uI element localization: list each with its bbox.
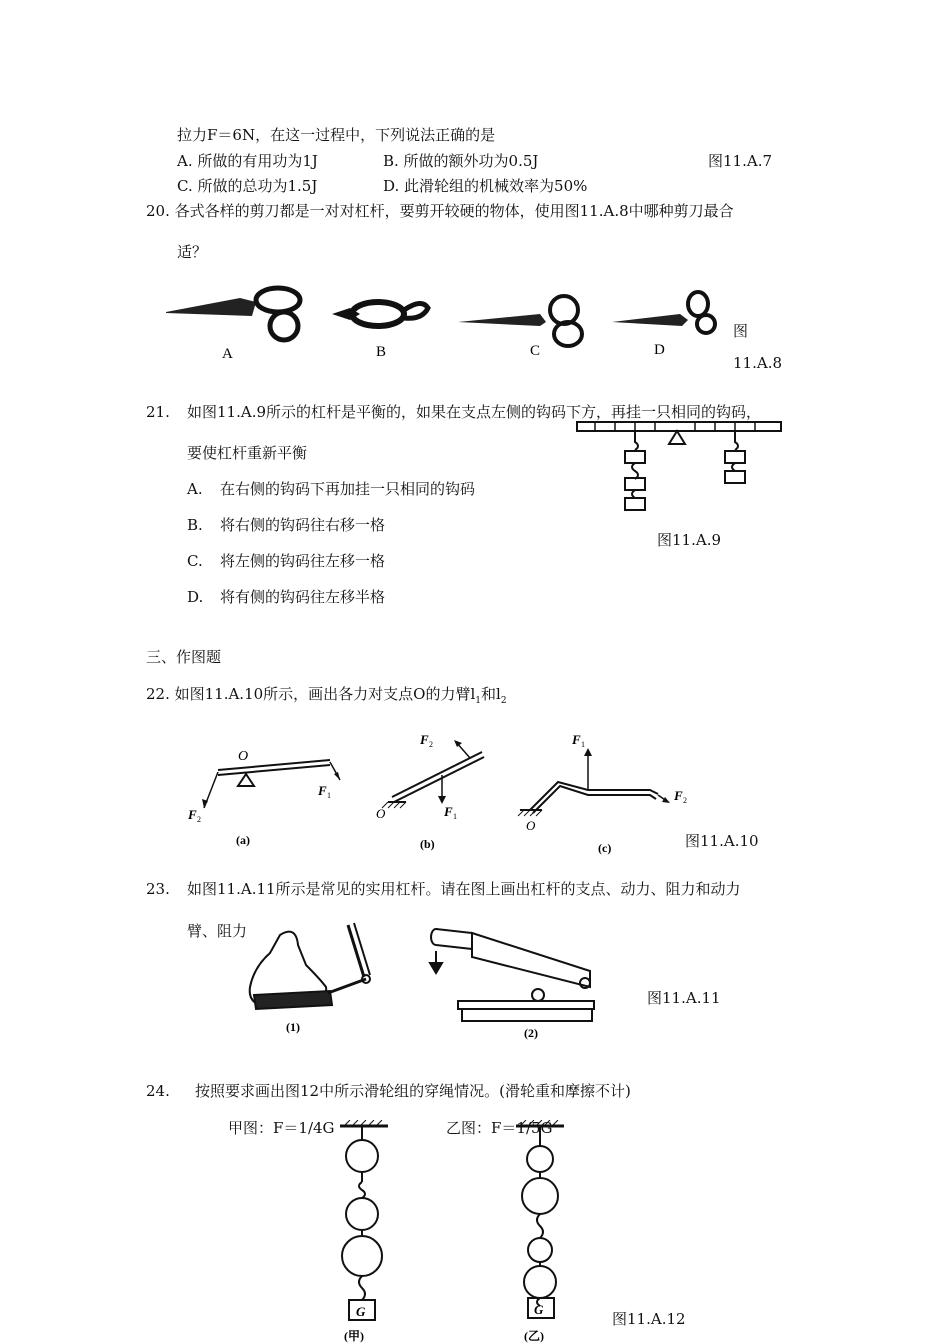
movable-pulley-icon xyxy=(342,1236,382,1276)
q21-option-d-letter: D. xyxy=(187,588,204,606)
fig-11a8-label-2: 11.A.8 xyxy=(733,354,782,372)
fig-11a9-label: 图11.A.9 xyxy=(657,531,721,549)
fig-b-f1: F xyxy=(444,804,453,819)
fig-11a12-label: 图11.A.12 xyxy=(612,1310,686,1328)
fig-a-f2-sub: 2 xyxy=(197,815,201,824)
q21-option-b-text: 将右侧的钩码往右移一格 xyxy=(220,516,386,534)
fig-11a11-label: 图11.A.11 xyxy=(647,989,721,1007)
pulley-system-yi xyxy=(516,1120,564,1318)
jia-caption: (甲) xyxy=(344,1329,364,1343)
fig-c-caption: (c) xyxy=(598,841,612,855)
fig-b-caption: (b) xyxy=(420,837,435,851)
q24-number: 24. xyxy=(146,1082,170,1100)
fig-a-o-label: O xyxy=(238,749,249,764)
scissors-label-a: A xyxy=(222,346,233,362)
fig-11a11-cap-1: (1) xyxy=(286,1020,300,1034)
q19-option-a: A. 所做的有用功为1J xyxy=(177,152,318,170)
left-weights xyxy=(625,431,645,510)
figure-c xyxy=(518,748,670,816)
q22-stem: 22. 如图11.A.10所示，画出各力对支点O的力臂$l_1$和$l_2$ xyxy=(146,685,507,706)
fig-c-f1-sub: 1 xyxy=(581,740,585,749)
fig-a-f1: F xyxy=(318,783,327,798)
scissors-label-d: D xyxy=(654,342,665,358)
fig-a-f1-sub: 1 xyxy=(327,791,331,800)
q21-stem: 如图11.A.9所示的杠杆是平衡的，如果在支点左侧的钩码下方，再挂一只相同的钩码， xyxy=(187,403,762,421)
q19-option-d: D. 此滑轮组的机械效率为50% xyxy=(383,177,588,195)
pulley-systems-figure xyxy=(330,1120,570,1344)
fig-c-f1: F xyxy=(572,732,581,747)
fig-11a11-cap-2: (2) xyxy=(524,1026,538,1040)
q23-number: 23. xyxy=(146,880,170,898)
paper-cutter-icon xyxy=(430,929,594,1021)
q24-yi-requirement: 乙图：F＝1/5G xyxy=(446,1119,553,1137)
scissors-label-c: C xyxy=(530,343,541,359)
figure-b xyxy=(382,740,484,808)
q23-stem: 如图11.A.11所示是常见的实用杠杆。请在图上画出杠杆的支点、动力、阻力和动力 xyxy=(187,880,741,898)
scissors-figure xyxy=(160,280,730,365)
q24-stem: 按照要求画出图12中所示滑轮组的穿绳情况。(滑轮重和摩擦不计) xyxy=(195,1082,631,1100)
fulcrum-icon xyxy=(669,431,685,444)
fig-11a7-label: 图11.A.7 xyxy=(708,152,772,170)
fig-b-f2-sub: 2 xyxy=(429,740,433,749)
fig-c-f2: F xyxy=(674,788,683,803)
q19-option-b: B. 所做的额外功为0.5J xyxy=(383,152,539,170)
pulley-system-jia xyxy=(340,1120,388,1320)
scissors-c-icon xyxy=(458,296,582,346)
fixed-pulley-icon xyxy=(346,1140,378,1172)
q21-option-c-letter: C. xyxy=(187,552,203,570)
fig-b-f1-sub: 1 xyxy=(453,812,457,821)
lever-balance-figure xyxy=(575,418,785,516)
q21-option-b-letter: B. xyxy=(187,516,203,534)
fig-c-o-label: O xyxy=(526,818,536,833)
q19-option-c: C. 所做的总功为1.5J xyxy=(177,177,318,195)
q19-stem: 拉力F＝6N，在这一过程中，下列说法正确的是 xyxy=(177,126,496,144)
fig-a-caption: (a) xyxy=(236,833,250,847)
practical-lever-figure xyxy=(240,915,610,1040)
q21-option-d-text: 将有侧的钩码往左移半格 xyxy=(220,588,386,606)
yi-load-label: G xyxy=(534,1302,544,1317)
q21-option-a-letter: A. xyxy=(187,480,203,498)
scissors-d-icon xyxy=(612,292,715,333)
q21-stem-cont: 要使杠杆重新平衡 xyxy=(187,444,308,462)
q24-jia-requirement: 甲图：F＝1/4G xyxy=(228,1119,335,1137)
q20-stem-cont: 适？ xyxy=(177,243,208,261)
jia-load-label: G xyxy=(356,1304,366,1319)
q21-option-c-text: 将左侧的钩码往左移一格 xyxy=(220,552,386,570)
q20-stem: 20. 各式各样的剪刀都是一对对杠杆，要剪开较硬的物体，使用图11.A.8中哪种剪刀最合 xyxy=(146,202,734,220)
yi-caption: (乙) xyxy=(524,1329,544,1343)
lever-force-figures xyxy=(180,722,710,857)
fig-a-f2: F xyxy=(188,807,197,822)
fig-b-f2: F xyxy=(420,732,429,747)
scissors-a-icon xyxy=(166,288,300,340)
q23-stem-cont: 臂、阻力 xyxy=(187,922,248,940)
fig-11a10-label: 图11.A.10 xyxy=(685,832,759,850)
fig-c-f2-sub: 2 xyxy=(683,796,687,805)
fig-11a8-label-1: 图 xyxy=(733,322,749,340)
foot-pedal-icon xyxy=(250,923,370,1009)
q21-number: 21. xyxy=(146,403,170,421)
fig-b-o-label: O xyxy=(376,806,386,821)
scissors-b-icon xyxy=(332,302,428,326)
q21-option-a-text: 在右侧的钩码下再加挂一只相同的钩码 xyxy=(220,480,476,498)
section-title: 三、作图题 xyxy=(146,648,222,666)
right-weights xyxy=(725,431,745,483)
scissors-label-b: B xyxy=(376,344,387,360)
